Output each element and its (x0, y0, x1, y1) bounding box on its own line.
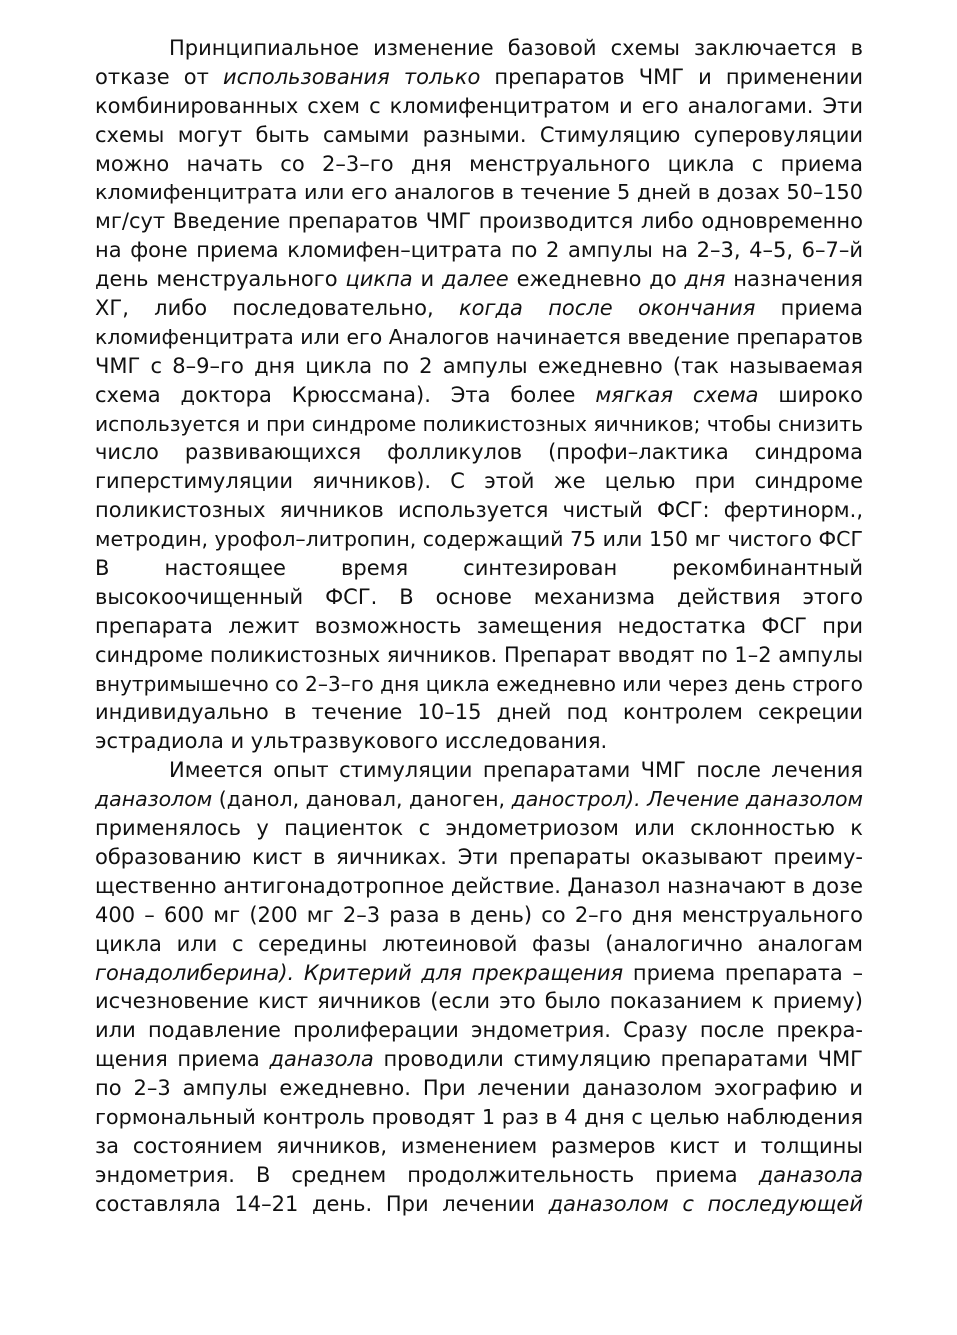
text-line (95, 1103, 863, 1132)
text-line (95, 178, 863, 207)
text-line (95, 496, 863, 525)
text-run: синдроме поликистозных яичников. Препарат вводят по 1–2 ампулы (95, 642, 863, 667)
text-run: препаратов ЧМГ и применении (480, 64, 863, 89)
italic-text-run: даназолом (95, 787, 213, 812)
italic-text-run: когда после окончания (458, 296, 756, 321)
text-run: по 2–3 ампулы ежедневно. При лечении даназолом эхографию и (95, 1076, 863, 1101)
text-run: схема доктора Крюссмана). Эта более (95, 382, 596, 407)
text-line (95, 1190, 863, 1219)
text-line (95, 756, 863, 785)
text-line (95, 583, 863, 612)
text-line (95, 1045, 863, 1074)
text-run: исчезновение кист яичников (если это было показанием к приему) (95, 989, 863, 1014)
text-run: цикла или с середины лютеиновой фазы (аналогично аналогам (95, 931, 863, 956)
text-run: схемы могут быть самыми разными. Стимуляцию суперовуляции (95, 122, 863, 147)
body-text (95, 34, 863, 1219)
text-line (95, 785, 863, 814)
text-line (95, 207, 863, 236)
text-run: Имеется опыт стимуляции препаратами ЧМГ после лечения (169, 758, 863, 783)
text-line (95, 150, 863, 179)
text-run: мг/сут Введение препаратов ЧМГ производится либо одновременно (95, 209, 863, 234)
text-run: высокоочищенный ФСГ. В основе механизма действия этого (95, 584, 863, 609)
text-run: щения приема (95, 1047, 270, 1072)
text-run: ежедневно до (508, 267, 685, 292)
text-line (95, 1074, 863, 1103)
text-run: или подавление пролиферации эндометрия. Сразу после прекра- (95, 1018, 863, 1043)
italic-text-run: мягкая схема (595, 382, 759, 407)
text-run: 400 – 600 мг (200 мг 2–3 раза в день) со 2–го дня менструального (95, 902, 863, 927)
text-run: приема препарата – (623, 960, 864, 985)
text-line (95, 872, 863, 901)
text-run: на фоне приема кломифен–цитрата по 2 ампулы на 2–3, 4–5, 6–7–й (95, 238, 863, 263)
italic-text-run: даназола (758, 1162, 863, 1187)
text-line (95, 236, 863, 265)
italic-text-run: даназола (269, 1047, 374, 1072)
paragraph (95, 34, 863, 756)
text-run: используется и при синдроме поликистозных яичников; чтобы снизить (95, 411, 863, 436)
text-line (95, 525, 863, 554)
text-line (95, 92, 863, 121)
text-line (95, 1132, 863, 1161)
text-run: В настоящее время синтезирован рекомбинантный (95, 556, 863, 581)
text-run: эндометрия. В среднем продолжительность приема (95, 1162, 759, 1187)
italic-text-run: гонадолиберина). Критерий для прекращения (95, 960, 624, 985)
italic-text-run: цикпа (345, 267, 413, 292)
text-line (95, 381, 863, 410)
text-run: назначения (725, 267, 863, 292)
text-line (95, 265, 863, 294)
text-run: гиперстимуляции яичников). С этой же целью при синдроме (95, 469, 863, 494)
text-run: препарата лежит возможность замещения недостатка ФСГ при (95, 613, 863, 638)
italic-text-run: использования только (222, 64, 481, 89)
text-line (95, 323, 863, 352)
text-line (95, 814, 863, 843)
text-line (95, 670, 863, 699)
text-line (95, 987, 863, 1016)
text-run: за состоянием яичников, изменением размеров кист и толщины (95, 1133, 863, 1158)
text-run: щественно антигонадотропное действие. Даназол назначают в дозе (95, 873, 863, 898)
text-line (95, 63, 863, 92)
text-run: эстрадиола и ультразвукового исследования. (95, 729, 608, 754)
text-line (95, 554, 863, 583)
text-run: составляла 14–21 день. При лечении (95, 1191, 549, 1216)
text-run: день менструального (95, 267, 346, 292)
text-run: Принципиальное изменение базовой схемы заключается в (169, 36, 863, 60)
text-line (95, 1161, 863, 1190)
text-run: отказе от (95, 64, 223, 89)
text-run: внутримышечно со 2–3–го дня цикла ежедневно или через день строго (95, 671, 863, 696)
text-run: применялось у пациенток с эндометриозом или склонностью к (95, 816, 863, 841)
text-run: ЧМГ с 8–9–го дня цикла по 2 ампулы ежедневно (так называемая (95, 353, 863, 378)
text-line (95, 930, 863, 959)
text-run: гормональный контроль проводят 1 раз в 4 дня с целью наблюдения (95, 1104, 863, 1129)
text-run: поликистозных яичников используется чистый ФСГ: фертинорм., (95, 498, 863, 523)
text-line (95, 612, 863, 641)
text-run: ХГ, либо последовательно, (95, 296, 459, 321)
text-run: комбинированных схем с кломифенцитратом и его аналогами. Эти (95, 93, 863, 118)
text-run: и (412, 267, 443, 292)
text-run: число развивающихся фолликулов (профи–лактика синдрома (95, 440, 863, 465)
text-run: метродин, урофол–литропин, содержащий 75 или 150 мг чистого ФСГ (95, 527, 863, 552)
text-run: индивидуально в течение 10–15 дней под контролем секреции (95, 700, 863, 725)
text-line (95, 438, 863, 467)
text-line (95, 641, 863, 670)
text-line (95, 727, 863, 756)
text-line (95, 959, 863, 988)
text-line (95, 1016, 863, 1045)
text-line (95, 698, 863, 727)
text-run: кломифенцитрата или его Аналогов начинается введение препаратов (95, 324, 863, 349)
text-run: широко (758, 382, 864, 407)
italic-text-run: дня (684, 267, 726, 292)
text-line (95, 901, 863, 930)
text-run: проводили стимуляцию препаратами ЧМГ (373, 1047, 863, 1072)
text-line (95, 121, 863, 150)
text-run: приема (755, 296, 863, 321)
text-run: кломифенцитрата или его аналогов в течение 5 дней в дозах 50–150 (95, 180, 863, 205)
text-line (95, 34, 863, 63)
text-line (95, 294, 863, 323)
text-line (95, 410, 863, 439)
text-run: можно начать со 2–3–го дня менструального цикла с приема (95, 151, 863, 176)
text-run: образованию кист в яичниках. Эти препараты оказывают преиму- (95, 844, 863, 869)
paragraph (95, 756, 863, 1218)
italic-text-run: данострол). Лечение даназолом (511, 787, 864, 812)
italic-text-run: далее (442, 267, 509, 292)
text-line (95, 843, 863, 872)
text-run: (данол, дановал, даноген, (212, 787, 512, 812)
italic-text-run: даназолом с последующей (548, 1191, 863, 1216)
text-line (95, 352, 863, 381)
text-line (95, 467, 863, 496)
